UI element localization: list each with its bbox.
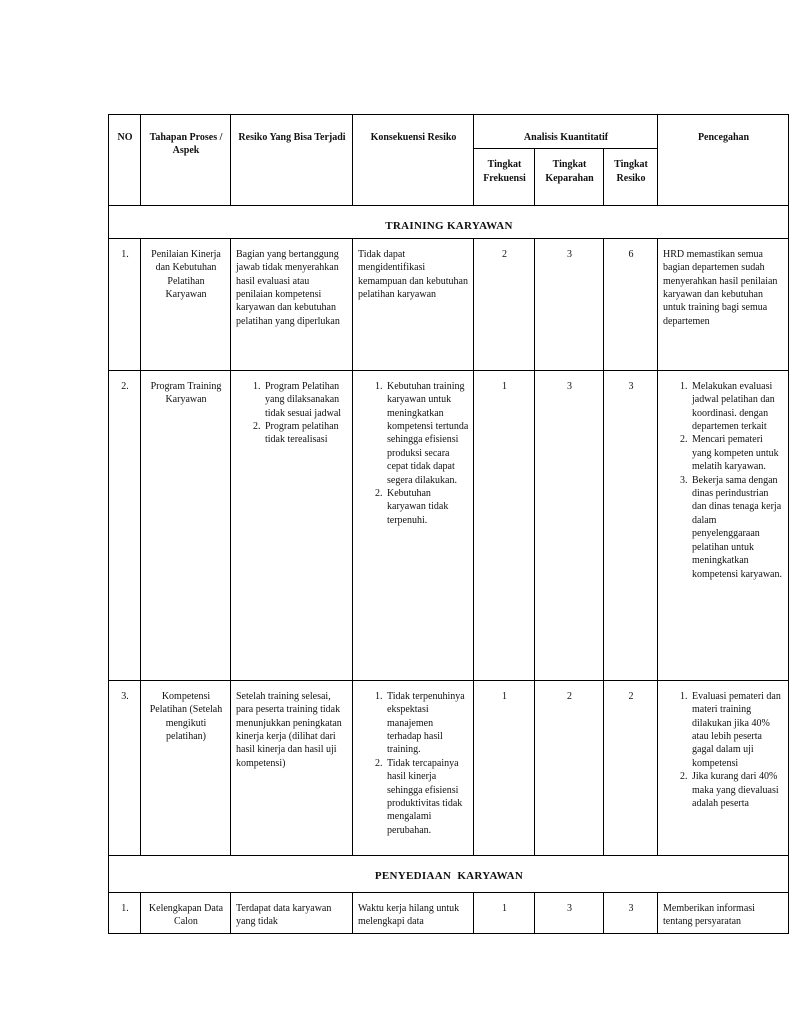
header-resiko: Resiko Yang Bisa Terjadi bbox=[231, 115, 353, 206]
row-tahapan: Kelengkapan Data Calon bbox=[141, 892, 231, 933]
list-item: 2. Mencari pemateri yang kompeten untuk melatih karyawan. bbox=[690, 433, 784, 473]
header-konsekuensi: Konsekuensi Resiko bbox=[353, 115, 474, 206]
row-keparahan: 2 bbox=[535, 680, 604, 855]
row-tahapan: Kompetensi Pelatihan (Setelah mengikuti pelatihan) bbox=[141, 680, 231, 855]
row-resiko: Setelah training selesai, para peserta training tidak menunjukkan peningkatan kinerja kerja (dilihat dari hasil kinerja dan hasil uji kompetensi) bbox=[231, 680, 353, 855]
row-pencegahan: HRD memastikan semua bagian departemen sudah menyerahkan hasil penilaian karyawan dan kebutuhan untuk training bagi semua departemen bbox=[658, 238, 789, 370]
list-item: 3. Bekerja sama dengan dinas perindustrian dan dinas tenaga kerja dalam penyelenggaraan pelatihan untuk meningkatkan kompetensi karyawan. bbox=[690, 474, 784, 581]
section-row bbox=[109, 855, 789, 892]
row-tingkat-resiko: 2 bbox=[604, 680, 658, 855]
pencegahan-list bbox=[663, 690, 784, 811]
row-tingkat-resiko: 6 bbox=[604, 238, 658, 370]
row-keparahan: 3 bbox=[535, 238, 604, 370]
list-item: 2. Program pelatihan tidak terealisasi bbox=[263, 420, 348, 447]
table-row bbox=[109, 892, 789, 933]
pencegahan-list bbox=[663, 380, 784, 581]
row-no: 2. bbox=[109, 370, 141, 680]
row-konsekuensi: Waktu kerja hilang untuk melengkapi data bbox=[353, 892, 474, 933]
row-tingkat-resiko: 3 bbox=[604, 370, 658, 680]
header-row bbox=[109, 115, 789, 149]
list-item: 2. Jika kurang dari 40% maka yang dievaluasi adalah peserta bbox=[690, 770, 784, 810]
row-konsekuensi bbox=[353, 370, 474, 680]
row-tahapan: Program Training Karyawan bbox=[141, 370, 231, 680]
row-resiko bbox=[231, 370, 353, 680]
list-item: 1. Kebutuhan training karyawan untuk meningkatkan kompetensi tertunda sehingga efisiensi produksi secara cepat tidak dapat segera dilakukan. bbox=[385, 380, 469, 487]
konsekuensi-list bbox=[358, 690, 469, 837]
row-frekuensi: 1 bbox=[474, 892, 535, 933]
row-pencegahan: Memberikan informasi tentang persyaratan bbox=[658, 892, 789, 933]
row-resiko: Bagian yang bertanggung jawab tidak menyerahkan hasil evaluasi atau penilaian kompetensi karyawan dan kebutuhan pelatihan yang diperlukan bbox=[231, 238, 353, 370]
konsekuensi-list bbox=[358, 380, 469, 527]
row-tingkat-resiko: 3 bbox=[604, 892, 658, 933]
header-analisis: Analisis Kuantitatif bbox=[474, 115, 658, 149]
list-item: 1. Tidak terpenuhinya ekspektasi manajemen terhadap hasil training. bbox=[385, 690, 469, 757]
risk-analysis-table bbox=[108, 114, 789, 934]
list-item: 2. Tidak tercapainya hasil kinerja sehingga efisiensi produktivitas tidak mengalami perubahan. bbox=[385, 757, 469, 837]
row-pencegahan bbox=[658, 680, 789, 855]
table-row bbox=[109, 680, 789, 855]
header-tahapan: Tahapan Proses / Aspek bbox=[141, 115, 231, 206]
row-frekuensi: 1 bbox=[474, 370, 535, 680]
row-tahapan: Penilaian Kinerja dan Kebutuhan Pelatihan Karyawan bbox=[141, 238, 231, 370]
header-tingkat-resiko: Tingkat Resiko bbox=[604, 149, 658, 206]
list-item: 1. Evaluasi pemateri dan materi training dilakukan jika 40% atau lebih peserta gagal dalam uji kompetensi bbox=[690, 690, 784, 770]
row-keparahan: 3 bbox=[535, 892, 604, 933]
row-konsekuensi: Tidak dapat mengidentifikasi kemampuan dan kebutuhan pelatihan karyawan bbox=[353, 238, 474, 370]
header-keparahan: Tingkat Keparahan bbox=[535, 149, 604, 206]
header-pencegahan: Pencegahan bbox=[658, 115, 789, 206]
row-no: 3. bbox=[109, 680, 141, 855]
list-item: 1. Program Pelatihan yang dilaksanakan tidak sesuai jadwal bbox=[263, 380, 348, 420]
row-konsekuensi bbox=[353, 680, 474, 855]
row-frekuensi: 2 bbox=[474, 238, 535, 370]
table-row bbox=[109, 370, 789, 680]
list-item: 1. Melakukan evaluasi jadwal pelatihan dan koordinasi. dengan departemen terkait bbox=[690, 380, 784, 434]
header-frekuensi: Tingkat Frekuensi bbox=[474, 149, 535, 206]
header-no: NO bbox=[109, 115, 141, 206]
row-frekuensi: 1 bbox=[474, 680, 535, 855]
row-no: 1. bbox=[109, 892, 141, 933]
section-title-penyediaan: PENYEDIAAN KARYAWAN bbox=[109, 855, 789, 892]
row-keparahan: 3 bbox=[535, 370, 604, 680]
row-no: 1. bbox=[109, 238, 141, 370]
section-title-training: TRAINING KARYAWAN bbox=[109, 206, 789, 238]
row-resiko: Terdapat data karyawan yang tidak bbox=[231, 892, 353, 933]
section-row bbox=[109, 206, 789, 238]
list-item: 2. Kebutuhan karyawan tidak terpenuhi. bbox=[385, 487, 469, 527]
row-pencegahan bbox=[658, 370, 789, 680]
table-row bbox=[109, 238, 789, 370]
resiko-list bbox=[236, 380, 348, 447]
